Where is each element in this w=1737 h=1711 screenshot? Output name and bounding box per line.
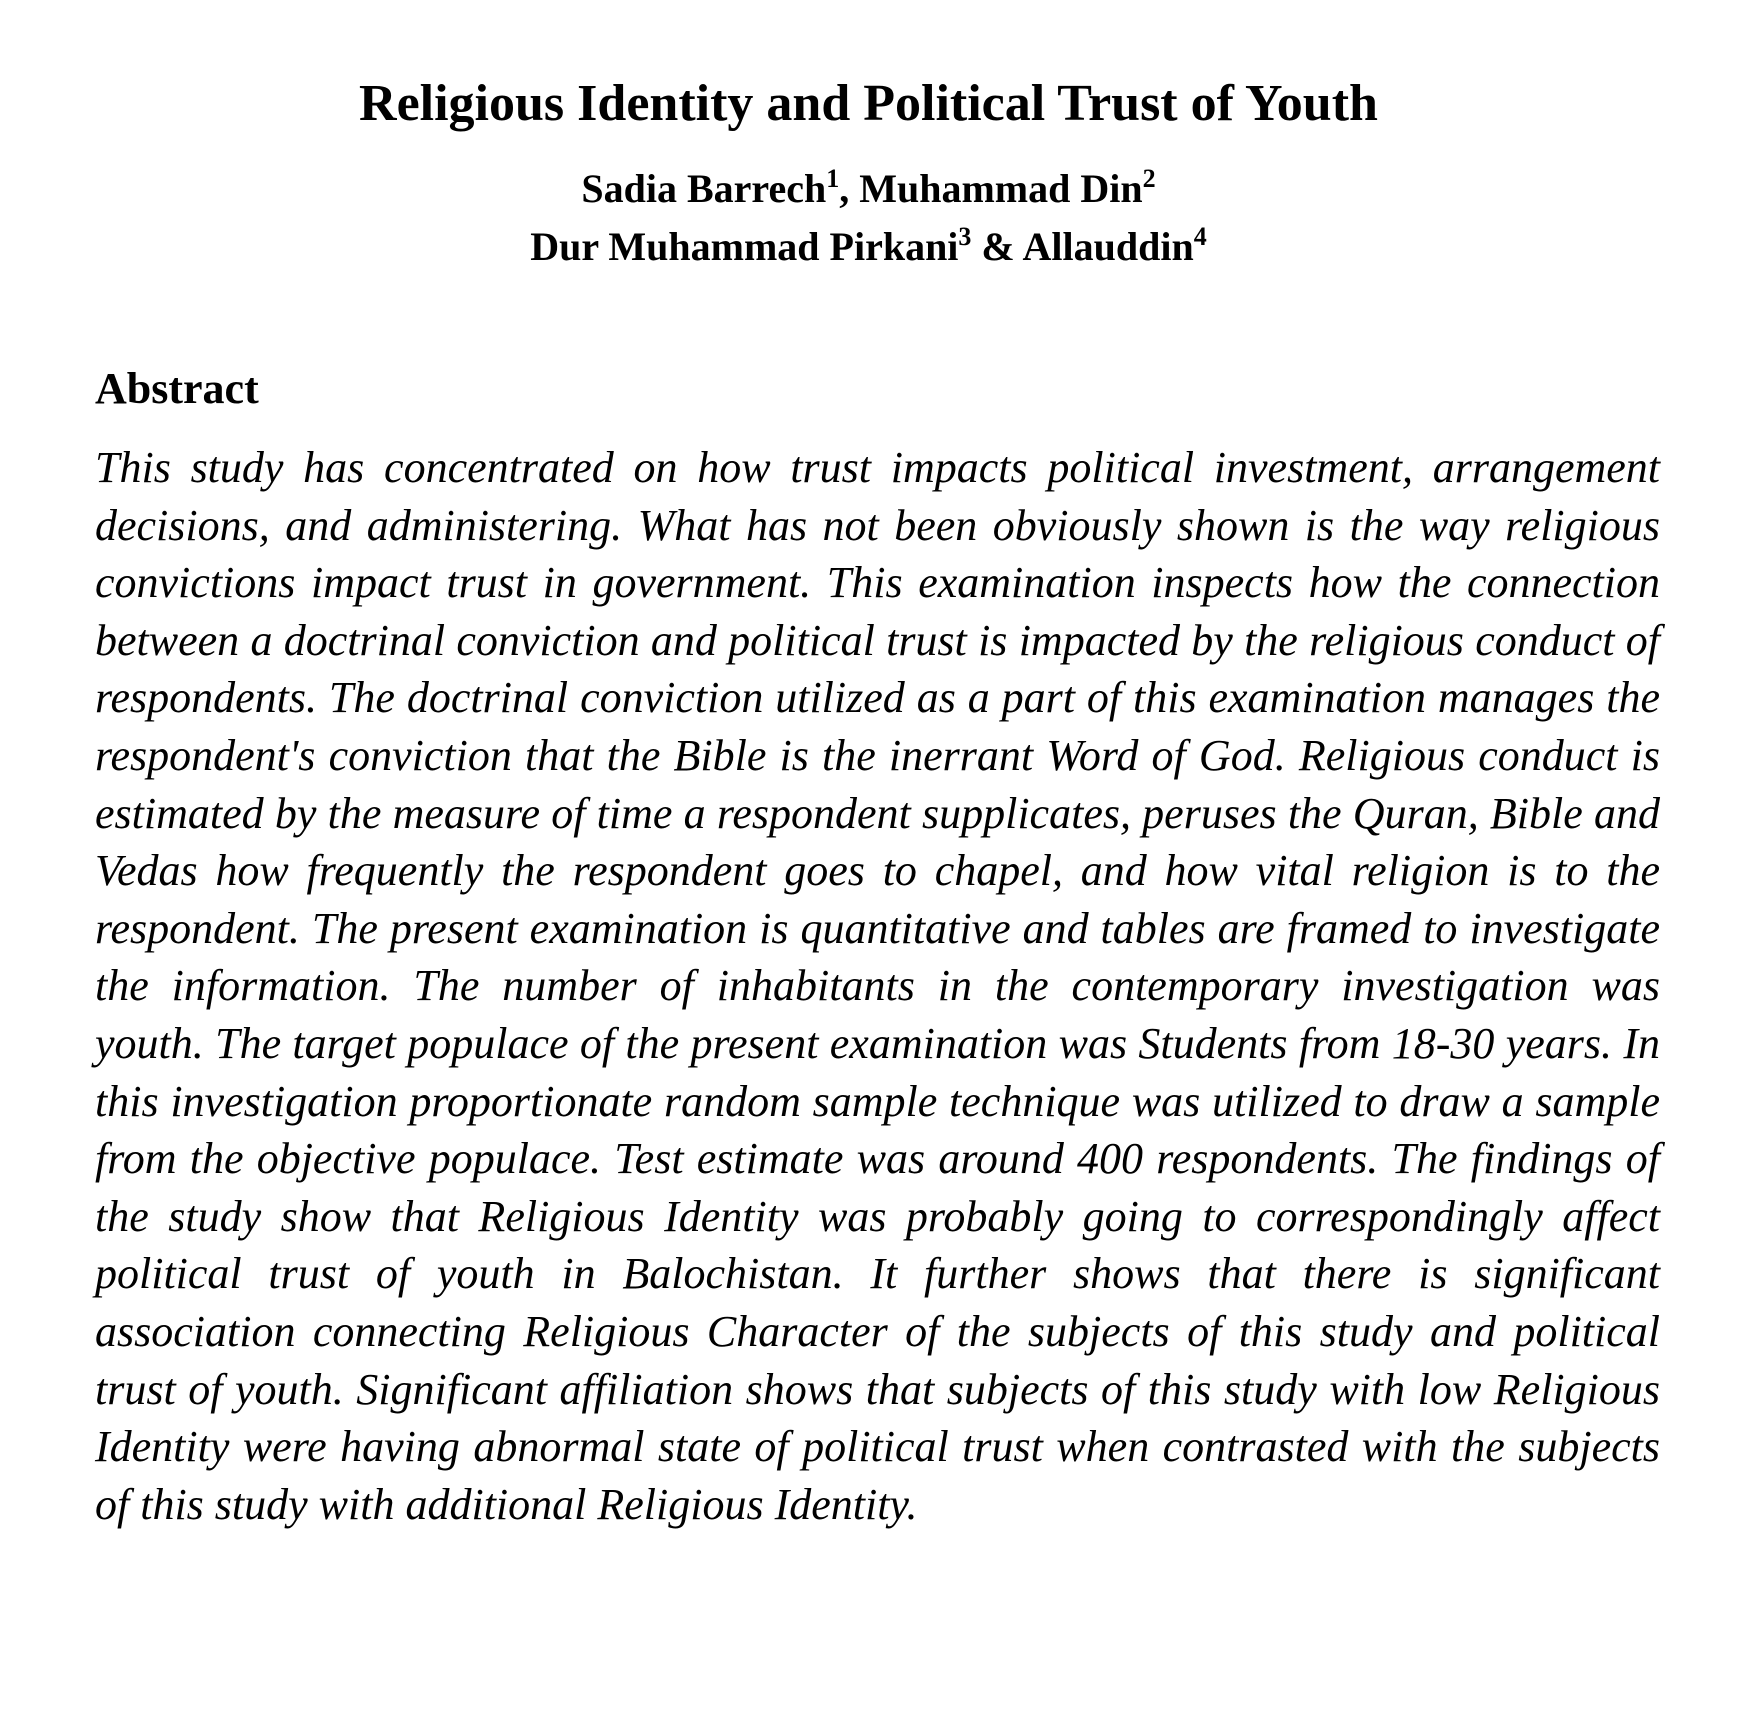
author-affiliation-mark: 4 (1193, 222, 1207, 251)
author-separator: , (839, 166, 860, 211)
author-separator: & (971, 224, 1023, 269)
author-affiliation-mark: 1 (826, 164, 840, 193)
abstract-text: This study has concentrated on how trust impacts political investment, arrangement decisions, and administering. What has not been obviously shown is the way religious convictions impact trust in government. This examination inspects how the connection between a doctrinal conviction and political trust is impacted by the religious conduct of respondents. The doctrinal conviction utilized as a part of this examination manages the respondent's conviction that the Bible is the inerrant Word of God. Religious conduct is estimated by the measure of time a respondent supplicates, peruses the Quran, Bible and Vedas how frequently the respondent goes to chapel, and how vital religion is to the respondent. The present examination is quantitative and tables are framed to investigate the information. The number of inhabitants in the contemporary investigation was youth. The target populace of the present examination was Students from 18-30 years. In this investigation proportionate random sample technique was utilized to draw a sample from the objective populace. Test estimate was around 400 respondents. The findings of the study show that Religious Identity was probably going to correspondingly affect political trust of youth in Balochistan. It further shows that there is significant association connecting Religious Character of the subjects of this study and political trust of youth. Significant affiliation shows that subjects of this study with low Religious Identity were having abnormal state of political trust when contrasted with the subjects of this study with additional Religious Identity. (95, 443, 1660, 1529)
abstract-heading: Abstract (95, 364, 259, 413)
author-name: Dur Muhammad Pirkani (530, 224, 959, 269)
author-line-2 (0, 218, 1737, 276)
author-line-1 (0, 160, 1737, 218)
author-list (0, 160, 1737, 276)
author-name: Allauddin (1022, 224, 1194, 269)
paper-title: Religious Identity and Political Trust of Youth (359, 75, 1378, 132)
author-name: Muhammad Din (859, 166, 1143, 211)
author-affiliation-mark: 3 (958, 222, 972, 251)
author-affiliation-mark: 2 (1142, 164, 1156, 193)
author-name: Sadia Barrech (581, 166, 827, 211)
